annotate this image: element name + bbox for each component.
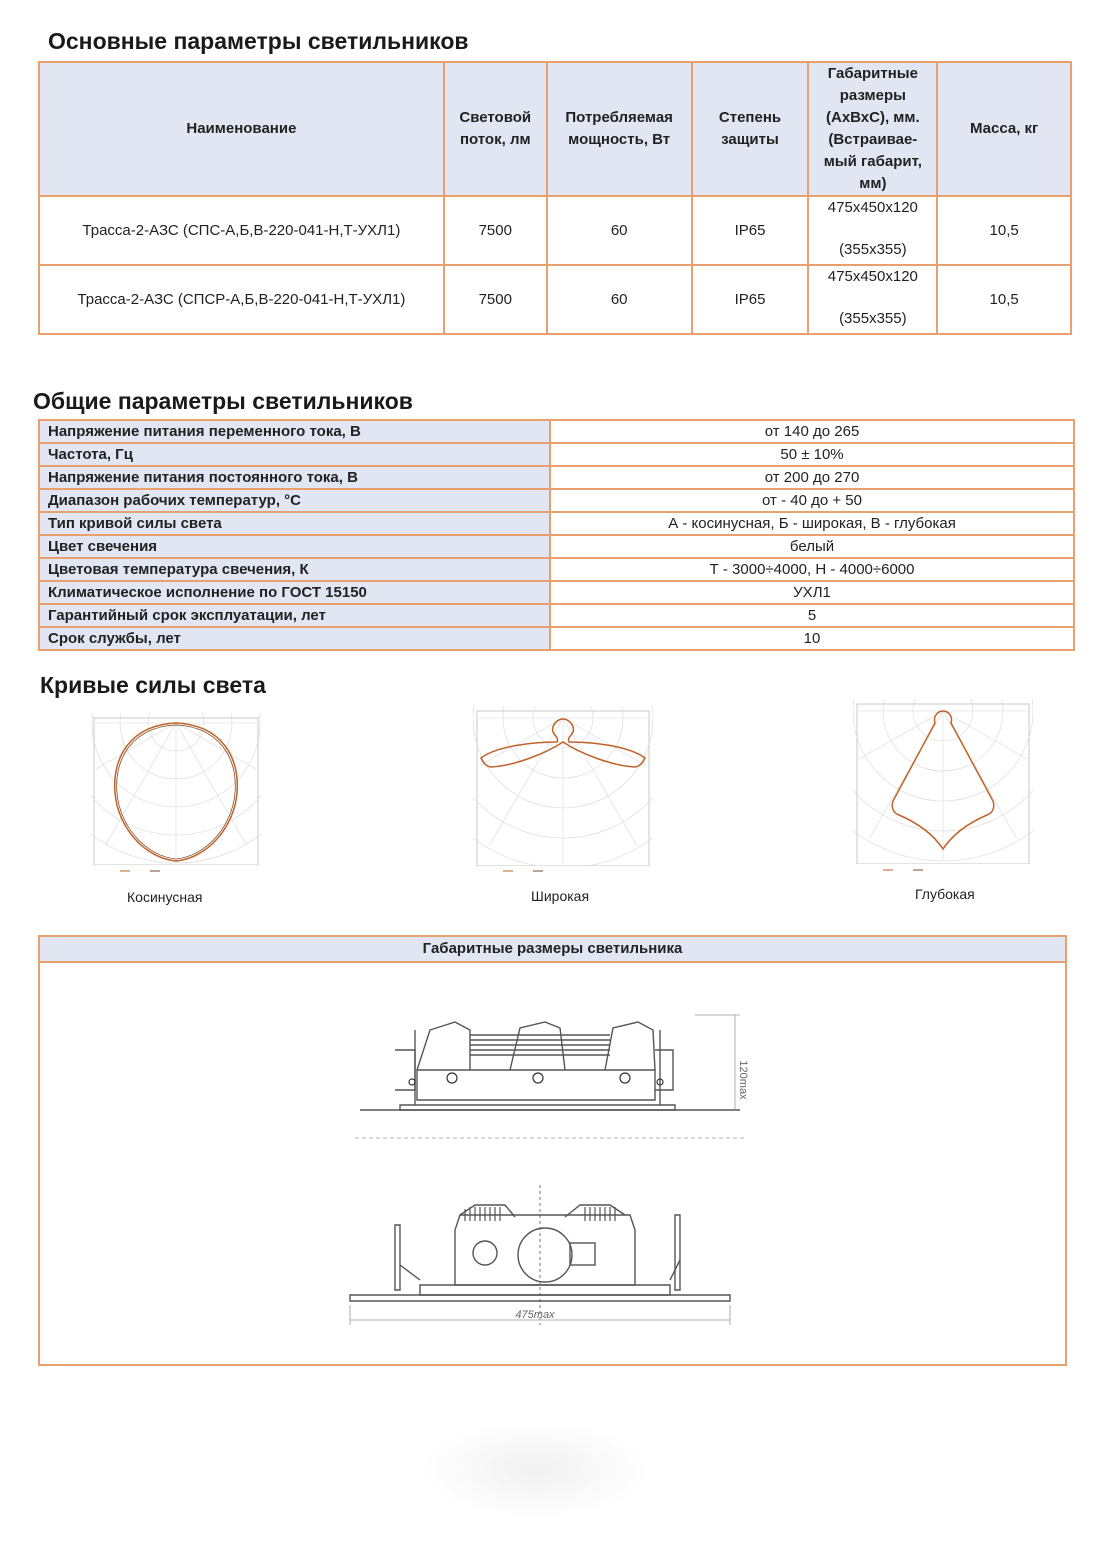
param-value: Т - 3000÷4000, Н - 4000÷6000	[550, 558, 1074, 581]
general-title: Общие параметры светильников	[33, 388, 413, 414]
col-header-power: Потребляемая мощность, Вт	[547, 62, 692, 196]
cell-flux: 7500	[444, 196, 547, 265]
cell-power: 60	[547, 196, 692, 265]
curves-title: Кривые силы света	[40, 672, 266, 698]
param-row	[39, 581, 1074, 604]
main-title: Основные параметры светильников	[48, 28, 469, 54]
cell-mass: 10,5	[937, 265, 1071, 334]
param-row	[39, 558, 1074, 581]
cell-ip: IP65	[692, 196, 809, 265]
param-key: Цветовая температура свечения, К	[39, 558, 550, 581]
cell-name: Трасса-2-АЗС (СПС-А,Б,В-220-041-Н,Т-УХЛ1)	[39, 196, 444, 265]
height-dimension-label: 120max	[737, 1060, 749, 1100]
dims-embedded: (355х355)	[839, 241, 907, 258]
param-value: белый	[550, 535, 1074, 558]
param-key: Срок службы, лет	[39, 627, 550, 650]
curve-caption-deep: Глубокая	[915, 886, 975, 902]
cell-flux: 7500	[444, 265, 547, 334]
param-key: Цвет свечения	[39, 535, 550, 558]
wide-curve-diagram	[473, 706, 653, 876]
cell-name: Трасса-2-АЗС (СПСР-А,Б,В-220-041-Н,Т-УХЛ1)	[39, 265, 444, 334]
cell-dims	[808, 265, 937, 334]
curve-caption-cosine: Косинусная	[127, 889, 203, 905]
param-value: от 200 до 270	[550, 466, 1074, 489]
dims-value: 475х450х120	[827, 199, 918, 216]
param-row	[39, 466, 1074, 489]
param-row	[39, 512, 1074, 535]
param-row	[39, 443, 1074, 466]
param-row	[39, 604, 1074, 627]
deep-curve-diagram	[853, 699, 1033, 875]
cell-power: 60	[547, 265, 692, 334]
param-row	[39, 535, 1074, 558]
param-value: А - косинусная, Б - широкая, В - глубокая	[550, 512, 1074, 535]
param-value: от - 40 до + 50	[550, 489, 1074, 512]
param-value: 5	[550, 604, 1074, 627]
param-key: Тип кривой силы света	[39, 512, 550, 535]
width-dimension-label: 475max	[515, 1309, 555, 1321]
param-key: Диапазон рабочих температур, °С	[39, 489, 550, 512]
dims-embedded: (355х355)	[839, 310, 907, 327]
cell-dims	[808, 196, 937, 265]
cell-mass: 10,5	[937, 196, 1071, 265]
main-params-table	[38, 61, 1072, 335]
param-row	[39, 489, 1074, 512]
param-key: Напряжение питания переменного тока, В	[39, 420, 550, 443]
luminaire-side-view-drawing	[355, 1010, 755, 1145]
background-smudge	[420, 1420, 650, 1520]
param-key: Гарантийный срок эксплуатации, лет	[39, 604, 550, 627]
luminaire-front-view-drawing	[340, 1185, 740, 1335]
param-value: 50 ± 10%	[550, 443, 1074, 466]
param-value: УХЛ1	[550, 581, 1074, 604]
col-header-dims: Габаритные размеры (АхВхС), мм. (Встраивае-мый габарит, мм)	[808, 62, 937, 196]
param-key: Частота, Гц	[39, 443, 550, 466]
param-row	[39, 627, 1074, 650]
param-key: Напряжение питания постоянного тока, В	[39, 466, 550, 489]
dimensions-title: Габаритные размеры светильника	[40, 937, 1065, 963]
param-value: от 140 до 265	[550, 420, 1074, 443]
param-row	[39, 420, 1074, 443]
table-row	[39, 196, 1071, 265]
cosine-curve-diagram	[90, 713, 262, 878]
col-header-name: Наименование	[39, 62, 444, 196]
cell-ip: IP65	[692, 265, 809, 334]
col-header-ip: Степень защиты	[692, 62, 809, 196]
dims-value: 475х450х120	[827, 268, 918, 285]
param-key: Климатическое исполнение по ГОСТ 15150	[39, 581, 550, 604]
col-header-mass: Масса, кг	[937, 62, 1071, 196]
curve-caption-wide: Широкая	[531, 888, 590, 904]
table-row	[39, 265, 1071, 334]
col-header-flux: Световой поток, лм	[444, 62, 547, 196]
general-params-table	[38, 419, 1075, 651]
param-value: 10	[550, 627, 1074, 650]
